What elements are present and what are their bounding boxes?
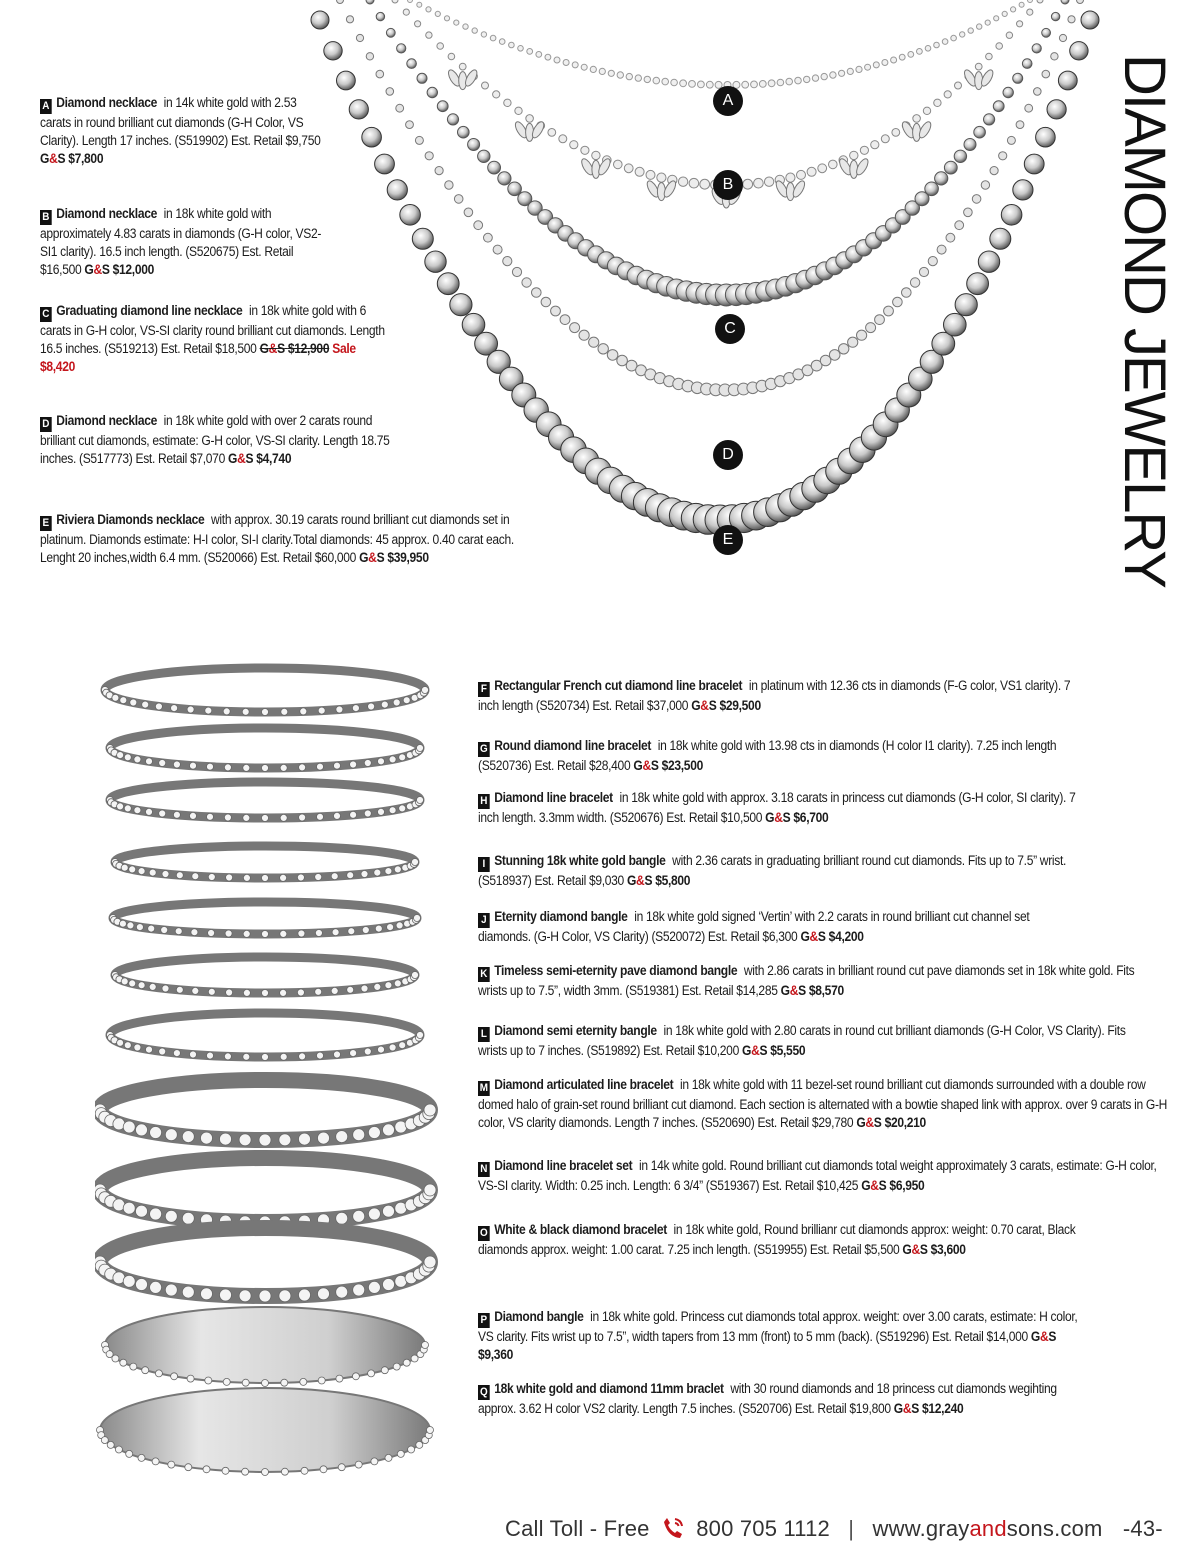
item-description: in 18k white gold. Princess cut diamonds total approx. weight: over 3.00 carats, estimate: H color, VS clarity. Fits wrist up to 7.5”, width tapers from 13 mm (front) to 5 mm (back). (S519296) Est. Retail $14,000 [478, 1309, 1078, 1344]
gs-s: S [101, 262, 110, 278]
gs-g: G [742, 1043, 752, 1058]
item-description: in platinum with 12.36 cts in diamonds (F-G color, VS1 clarity). 7 inch length (S520734) Est. Retail $37,000 [478, 678, 1071, 713]
gs-g: G [893, 1401, 903, 1416]
item-letter-badge: L [478, 1027, 490, 1042]
item-title: Graduating diamond line necklace [56, 303, 243, 318]
item-title: Eternity diamond bangle [494, 909, 628, 924]
gs-label [861, 1178, 924, 1193]
item-title: Timeless semi-eternity pave diamond bangle [494, 963, 738, 978]
gs-amp: & [911, 1242, 920, 1257]
gs-g: G [259, 341, 269, 357]
gs-amp: & [902, 1401, 912, 1416]
item-title: Diamond bangle [494, 1309, 584, 1324]
gs-label [359, 550, 429, 565]
gs-g: G [691, 698, 701, 713]
gs-g: G [626, 873, 637, 888]
gs-price: $9,360 [478, 1347, 513, 1363]
item-title: Diamond semi eternity bangle [494, 1023, 657, 1038]
item-letter-badge: H [478, 794, 490, 809]
gs-g: G [861, 1178, 871, 1193]
item-title: Diamond line bracelet set [494, 1158, 633, 1173]
item-o [478, 1221, 1078, 1259]
gs-label [800, 929, 863, 944]
gs-amp: & [774, 810, 783, 825]
item-letter-badge: I [478, 857, 490, 872]
item-l [478, 1022, 1138, 1060]
item-description: in 18k white gold, Round brillianr cut diamonds approx: weight: 0.70 carat, Black diamonds approx. weight: 1.00 carat. 7.25 inch length. (S519955) Est. Retail $5,500 [478, 1222, 1076, 1257]
marker-c: C [715, 314, 745, 344]
item-letter-badge: N [478, 1162, 490, 1177]
gs-s: S [376, 550, 385, 566]
item-letter-badge: B [40, 210, 52, 225]
item-description: in 18k white gold with over 2 carats round brilliant cut diamonds, estimate: G-H color, VS-SI clarity. Length 18.75 inches. (S517773) Est. Retail $7,070 [40, 413, 390, 467]
gs-label [260, 341, 330, 356]
gs-price: $20,210 [884, 1115, 926, 1131]
gs-g: G [765, 810, 775, 825]
gs-amp: & [700, 698, 709, 713]
item-a [40, 94, 330, 169]
website-link[interactable]: www.grayandsons.com [872, 1516, 1103, 1541]
item-j [478, 908, 1078, 946]
item-description: in 18k white gold with 11 bezel-set round brilliant cut diamonds surrounded with a double row domed halo of grain-set round brilliant cut diamond. Each section is alternated with a bowtie shaped link with approx. over 9 carats in G-H color, VS clarity diamonds. Length 7 inches. (S520690) Est. Retail $29,780 [478, 1077, 1168, 1131]
gs-g: G [84, 262, 94, 278]
footer [505, 1514, 1163, 1544]
gs-label [765, 810, 828, 825]
item-n [478, 1157, 1178, 1195]
gs-label [691, 698, 761, 713]
gs-label [40, 151, 103, 166]
item-description: in 14k white gold with 2.53 carats in round brilliant cut diamonds (G-H Color, VS Clarity). Length 17 inches. (S519902) Est. Retail $9,750 [40, 95, 321, 149]
phone-number[interactable]: 800 705 1112 [696, 1516, 830, 1541]
item-letter-badge: M [479, 1082, 488, 1094]
item-m [478, 1076, 1178, 1132]
item-letter-badge: F [478, 682, 490, 697]
item-d [40, 412, 410, 468]
marker-b: B [713, 170, 743, 200]
item-description: in 14k white gold. Round brilliant cut diamonds total weight approximately 3 carats, estimate: G-H color, VS-SI clarity. Width: 0.25 inch. Length: 6 3/4” (S519367) Est. Retail $10,425 [478, 1158, 1157, 1193]
gs-label [742, 1043, 805, 1058]
gs-price: $12,900 [287, 341, 330, 357]
item-title: Diamond necklace [56, 206, 157, 221]
gs-s: S [782, 810, 791, 825]
item-f [478, 677, 1078, 715]
gs-s: S [57, 151, 66, 167]
gs-g: G [780, 983, 790, 998]
gs-amp: & [268, 341, 278, 357]
gs-amp: & [368, 550, 377, 566]
gs-label [633, 758, 703, 773]
item-title: Stunning 18k white gold bangle [494, 853, 666, 868]
item-title: Diamond line bracelet [494, 790, 613, 805]
bracelets-image [95, 645, 455, 1495]
item-title: 18k white gold and diamond 11mm braclet [494, 1381, 724, 1396]
item-letter-badge: G [479, 743, 488, 755]
item-letter-badge: C [40, 307, 52, 322]
gs-price: $29,500 [719, 698, 761, 713]
item-title: Rectangular French cut diamond line bracelet [494, 678, 743, 693]
item-description: with approx. 30.19 carats round brilliant cut diamonds set in platinum. Diamonds estimate: H-I color, SI-I clarity.Total diamonds: 45 approx. 0.40 carat each. Lenght 20 inches,width 6.4 mm. (S520066) Est. Retail $60,000 [40, 512, 514, 566]
gs-s: S [759, 1043, 768, 1058]
gs-amp: & [1039, 1329, 1049, 1344]
gs-label [84, 262, 154, 277]
item-title: Diamond articulated line bracelet [494, 1077, 674, 1092]
gs-label [902, 1242, 965, 1257]
gs-price: $23,500 [661, 758, 703, 773]
item-letter-badge: K [478, 967, 490, 982]
gs-amp: & [93, 262, 102, 278]
item-description: with 2.86 carats in brilliant round cut pave diamonds set in 18k white gold. Fits wrists up to 7.5”, width 3mm. (S519381) Est. Retail $14,285 [478, 963, 1135, 998]
gs-amp: & [809, 929, 818, 944]
gs-price: $3,600 [930, 1242, 966, 1257]
gs-price: $6,700 [793, 810, 829, 825]
gs-price: $5,550 [770, 1043, 806, 1058]
item-letter-badge: P [478, 1313, 490, 1328]
gs-s: S [277, 341, 285, 357]
gs-s: S [878, 1178, 887, 1193]
call-label: Call Toll - Free [505, 1516, 650, 1541]
item-letter-badge: J [478, 913, 490, 928]
item-description: in 18k white gold with 2.80 carats in round cut brilliant diamonds (G-H Color, VS Clarity). Fits wrists up to 7 inches. (S519892) Est. Retail $10,200 [478, 1023, 1126, 1058]
gs-price: $5,800 [655, 873, 691, 888]
item-description: in 18k white gold signed ‘Vertin’ with 2.2 carats in round brilliant cut channel set diamonds. (G-H Color, VS Clarity) (S520072) Est. Retail $6,300 [478, 909, 1030, 944]
gs-amp: & [642, 758, 651, 773]
page-number: -43- [1122, 1516, 1163, 1541]
item-title: Riviera Diamonds necklace [56, 512, 205, 527]
item-title: Diamond necklace [56, 413, 157, 428]
item-letter-badge: O [479, 1227, 488, 1239]
item-g [478, 737, 1078, 775]
page-title: DIAMOND JEWELRY [1112, 54, 1177, 587]
gs-g: G [40, 151, 50, 167]
gs-price: $4,740 [256, 451, 292, 467]
item-h [478, 789, 1078, 827]
sale-price: Sale $8,420 [40, 341, 356, 375]
gs-s: S [644, 873, 653, 888]
item-title: Round diamond line bracelet [494, 738, 652, 753]
item-letter-badge: E [40, 516, 52, 531]
gs-g: G [633, 758, 643, 773]
gs-label [856, 1115, 926, 1130]
gs-g: G [856, 1115, 866, 1131]
item-e [40, 511, 530, 567]
gs-amp: & [49, 151, 58, 167]
marker-d: D [713, 440, 743, 470]
gs-price: $12,000 [112, 262, 155, 278]
gs-s: S [798, 983, 806, 998]
item-title: White & black diamond bracelet [494, 1222, 667, 1237]
item-c [40, 302, 385, 377]
marker-a: A [713, 86, 743, 116]
item-k [478, 962, 1138, 1000]
item-q [478, 1380, 1078, 1418]
gs-s: S [919, 1242, 928, 1257]
item-p [478, 1308, 1078, 1364]
gs-s: S [708, 698, 717, 713]
gs-price: $12,240 [922, 1401, 964, 1416]
gs-label [627, 873, 690, 888]
item-description: with 30 round diamonds and 18 princess cut diamonds wegihting approx. 3.62 H color VS2 clarity. Length 7.5 inches. (S520706) Est. Retail $19,800 [478, 1381, 1057, 1416]
gs-amp: & [636, 873, 645, 888]
gs-g: G [800, 929, 810, 944]
item-description: in 18k white gold with approximately 4.83 carats in diamonds (G-H color, VS2-SI1 clarity). 16.5 inch length. (S520675) Est. Retail $16,500 [40, 206, 322, 278]
item-letter-badge: D [40, 417, 52, 432]
gs-g: G [359, 550, 369, 566]
footer-separator: | [848, 1516, 855, 1541]
marker-e: E [713, 525, 743, 555]
gs-amp: & [870, 1178, 879, 1193]
gs-s: S [650, 758, 659, 773]
gs-amp: & [237, 451, 246, 467]
gs-g: G [1030, 1329, 1040, 1344]
phone-icon [656, 1514, 690, 1544]
gs-s: S [1048, 1329, 1057, 1344]
item-description: with 2.36 carats in graduating brilliant round cut diamonds. Fits up to 7.5” wrist. (S518937) Est. Retail $9,030 [478, 853, 1067, 888]
item-b [40, 205, 330, 280]
item-letter-badge: Q [479, 1386, 488, 1398]
gs-label [894, 1401, 964, 1416]
item-description: in 18k white gold with 13.98 cts in diamonds (H color I1 clarity). 7.25 inch length (S520736) Est. Retail $28,400 [478, 738, 1057, 773]
gs-amp: & [751, 1043, 760, 1058]
gs-s: S [245, 451, 254, 467]
item-description: in 18k white gold with approx. 3.18 carats in princess cut diamonds (G-H color, SI clarity). 7 inch length. 3.3mm width. (S520676) Est. Retail $10,500 [478, 790, 1076, 825]
gs-price: $8,570 [808, 983, 844, 998]
gs-amp: & [865, 1115, 874, 1131]
gs-g: G [902, 1242, 912, 1257]
gs-s: S [817, 929, 826, 944]
item-i [478, 852, 1078, 890]
gs-price: $6,950 [889, 1178, 925, 1193]
gs-g: G [228, 451, 238, 467]
gs-price: $7,800 [68, 151, 104, 167]
item-description: in 18k white gold with 6 carats in G-H color, VS-SI clarity round brilliant cut diamonds. Length 16.5 inches. (S519213) Est. Retail $18,500 [40, 303, 385, 357]
gs-label [781, 983, 844, 998]
gs-price: $39,950 [387, 550, 429, 566]
gs-label [228, 451, 291, 466]
item-title: Diamond necklace [56, 95, 157, 110]
gs-s: S [911, 1401, 919, 1416]
gs-s: S [873, 1115, 882, 1131]
gs-price: $4,200 [828, 929, 864, 944]
item-letter-badge: A [40, 99, 52, 114]
gs-amp: & [789, 983, 799, 998]
